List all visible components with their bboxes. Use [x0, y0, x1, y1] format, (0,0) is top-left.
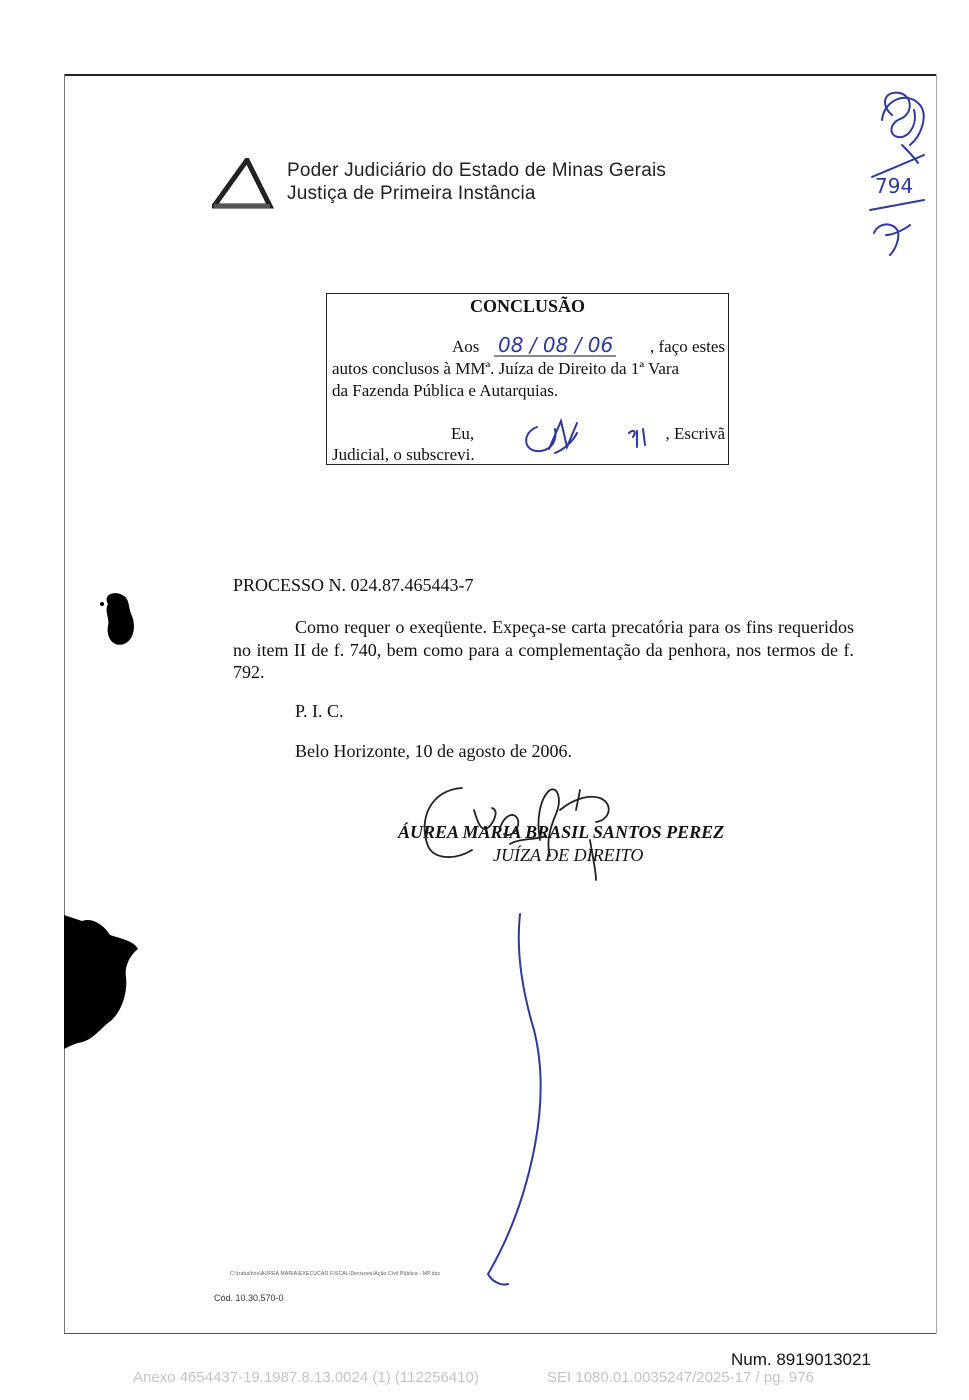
page-frame-left — [64, 74, 65, 1334]
judge-title: JUÍZA DE DIREITO — [493, 845, 644, 865]
conclusao-title: CONCLUSÃO — [469, 296, 585, 316]
handwritten-date — [490, 330, 620, 360]
page-frame-top — [64, 74, 936, 76]
handwritten-date-text: 08 / 08 / 06 — [498, 333, 614, 357]
conclusao-line-3: da Fazenda Pública e Autarquias. — [332, 381, 559, 400]
clerk-signature — [515, 415, 665, 460]
conclusao-line-5: Judicial, o subscrevi. — [332, 445, 475, 464]
form-code: Cód. 10.30.570-0 — [214, 1293, 284, 1303]
punch-hole-shadow — [64, 915, 144, 1050]
page-frame-right — [936, 74, 937, 1334]
conclusao-faco-estes: , faço estes — [649, 337, 725, 356]
process-number: PROCESSO N. 024.87.465443-7 — [233, 575, 474, 595]
judiciary-triangle-logo-icon — [212, 158, 274, 210]
place-and-date: Belo Horizonte, 10 de agosto de 2006. — [295, 741, 572, 761]
conclusao-line-2: autos conclusos à MMª. Juíza de Direito da 1ª Vara — [332, 359, 680, 378]
judge-signature — [400, 780, 640, 890]
header-court-instance: Justiça de Primeira Instância — [287, 183, 536, 204]
judge-name: ÁUREA MARIA BRASIL SANTOS PEREZ — [398, 822, 725, 842]
ink-blot — [98, 590, 138, 648]
anexo-reference: Anexo 4654437-19.1987.8.13.0024 (1) (112256410) — [133, 1369, 479, 1386]
conclusao-eu: Eu, — [451, 424, 475, 443]
conclusao-aos: Aos — [452, 337, 480, 356]
handwritten-page-number-annotation — [862, 85, 937, 260]
blue-ink-stroke — [478, 910, 558, 1290]
page-frame-bottom — [64, 1333, 936, 1334]
sei-reference: SEI 1080.01.0035247/2025-17 / pg. 976 — [547, 1369, 814, 1386]
decision-paragraph: Como requer o exeqüente. Expeça-se carta precatória para os fins requeridos no item II de f. 740, bem como para a complementação da penhora, nos termos de f. 792. — [233, 617, 854, 682]
margin-page-number: 794 — [875, 174, 914, 198]
pic-abbreviation: P. I. C. — [295, 701, 344, 721]
file-path-footer: C:\trabalhos\AUREA MARIA\EXECUCAO FISCAL\Decisoes\Ação Civil Pública - MP.doc — [230, 1271, 441, 1277]
conclusao-escriva: , Escrivã — [665, 424, 725, 443]
document-number: Num. 8919013021 — [731, 1350, 871, 1369]
header-court-name: Poder Judiciário do Estado de Minas Gerais — [287, 160, 667, 181]
